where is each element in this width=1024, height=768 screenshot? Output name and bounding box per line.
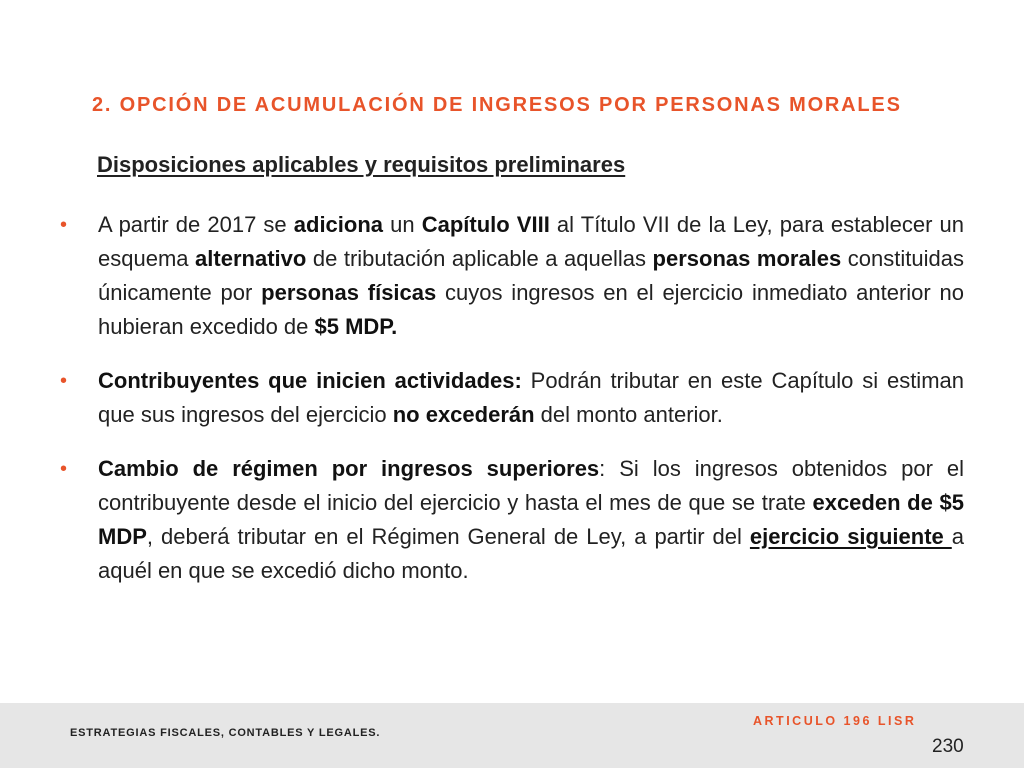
footer-bar — [0, 703, 1024, 768]
bullet-icon: • — [60, 214, 68, 236]
bullet-icon: • — [60, 370, 68, 392]
bullet-item-cambio-regimen: • Cambio de régimen por ingresos superiores: Si los ingresos obtenidos por el contribuyente desde el inicio del ejercicio y hasta el mes de que se trate exceden de $5 MDP, deberá tributar en el Régimen General de Ley, a partir del ejercicio siguiente a aquél en que se excedió dicho monto. — [56, 452, 964, 588]
page-number: 230 — [932, 736, 964, 757]
bullet-item-capitulo-viii: • A partir de 2017 se adiciona un Capítulo VIII al Título VII de la Ley, para establecer un esquema alternativo de tributación aplicable a aquellas personas morales constituidas únicamente por personas físicas cuyos ingresos en el ejercicio inmediato anterior no hubieran excedido de $5 MDP. — [56, 208, 964, 344]
bullet-list — [56, 208, 964, 608]
bullet-item-inicio-actividades: • Contribuyentes que inicien actividades: Podrán tributar en este Capítulo si estiman que sus ingresos del ejercicio no excederán del monto anterior. — [56, 364, 964, 432]
section-subtitle: Disposiciones aplicables y requisitos preliminares — [97, 152, 626, 177]
slide-title: 2. OPCIÓN DE ACUMULACIÓN DE INGRESOS POR PERSONAS MORALES — [92, 94, 902, 116]
article-reference: ARTICULO 196 LISR — [753, 714, 917, 728]
bullet-icon: • — [60, 458, 68, 480]
company-name: ESTRATEGIAS FISCALES, CONTABLES Y LEGALES. — [70, 727, 381, 739]
